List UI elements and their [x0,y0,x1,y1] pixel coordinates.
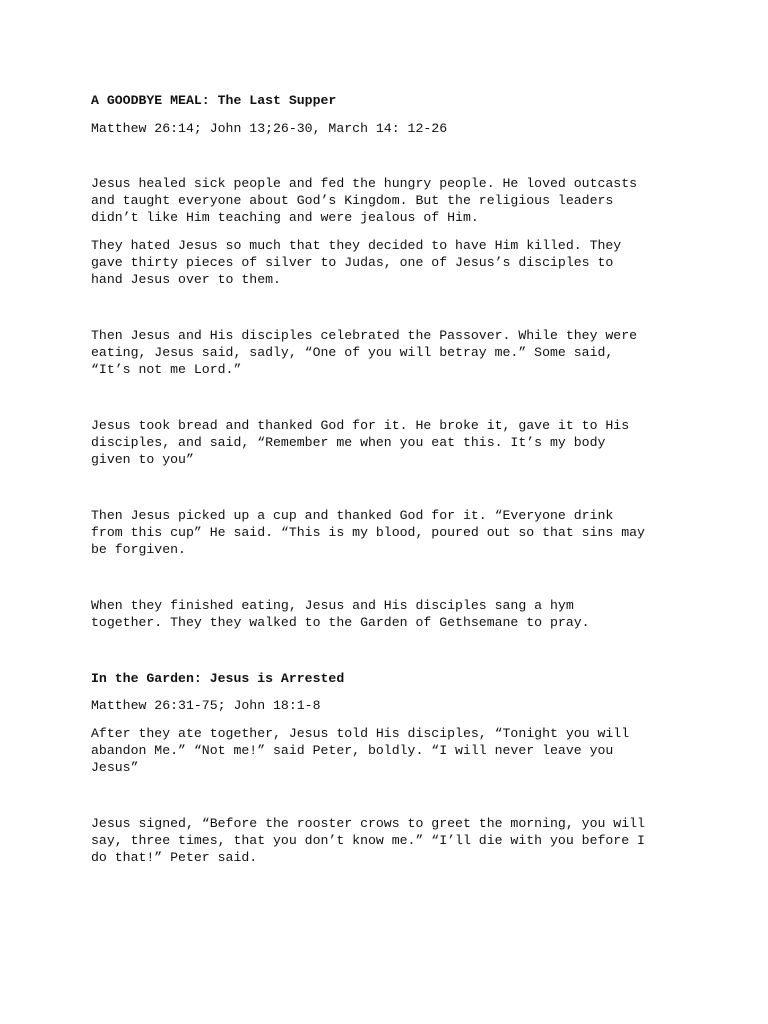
paragraph-line: When they finished eating, Jesus and His disciples sang a hym [91,598,574,613]
paragraph-line: didn’t like Him teaching and were jealous of Him. [91,210,479,225]
paragraph-line: Then Jesus and His disciples celebrated the Passover. While they were [91,328,638,343]
paragraph-line: be forgiven. [91,542,186,557]
paragraph-line: They hated Jesus so much that they decided to have Him killed. They [91,238,622,253]
paragraph-line: together. They they walked to the Garden of Gethsemane to pray. [91,615,590,630]
paragraph-line: Jesus healed sick people and fed the hungry people. He loved outcasts [91,176,638,191]
paragraph-line: do that!” Peter said. [91,850,258,865]
paragraph-line: say, three times, that you don’t know me.” “I’ll die with you before I [91,833,645,848]
paragraph-line: Jesus signed, “Before the rooster crows to greet the morning, you will [91,816,645,831]
paragraph-line: Jesus” [91,760,139,775]
paragraph-line: After they ate together, Jesus told His disciples, “Tonight you will [91,726,630,741]
paragraph-line: Then Jesus picked up a cup and thanked God for it. “Everyone drink [91,508,614,523]
section-title: In the Garden: Jesus is Arrested [91,671,345,686]
paragraph-line: disciples, and said, “Remember me when you eat this. It’s my body [91,435,606,450]
paragraph-line: from this cup” He said. “This is my blood, poured out so that sins may [91,525,645,540]
paragraph-line: and taught everyone about God’s Kingdom. But the religious leaders [91,193,614,208]
paragraph-line: “It’s not me Lord.” [91,362,242,377]
paragraph-line: abandon Me.” “Not me!” said Peter, boldly. “I will never leave you [91,743,614,758]
scripture-reference: Matthew 26:14; John 13;26-30, March 14: 12-26 [91,121,448,136]
scripture-reference: Matthew 26:31-75; John 18:1-8 [91,698,321,713]
paragraph-line: eating, Jesus said, sadly, “One of you will betray me.” Some said, [91,345,614,360]
paragraph-line: gave thirty pieces of silver to Judas, one of Jesus’s disciples to [91,255,614,270]
section-title: A GOODBYE MEAL: The Last Supper [91,93,337,108]
paragraph-line: given to you” [91,452,194,467]
paragraph-line: Jesus took bread and thanked God for it. He broke it, gave it to His [91,418,630,433]
paragraph-line: hand Jesus over to them. [91,272,281,287]
